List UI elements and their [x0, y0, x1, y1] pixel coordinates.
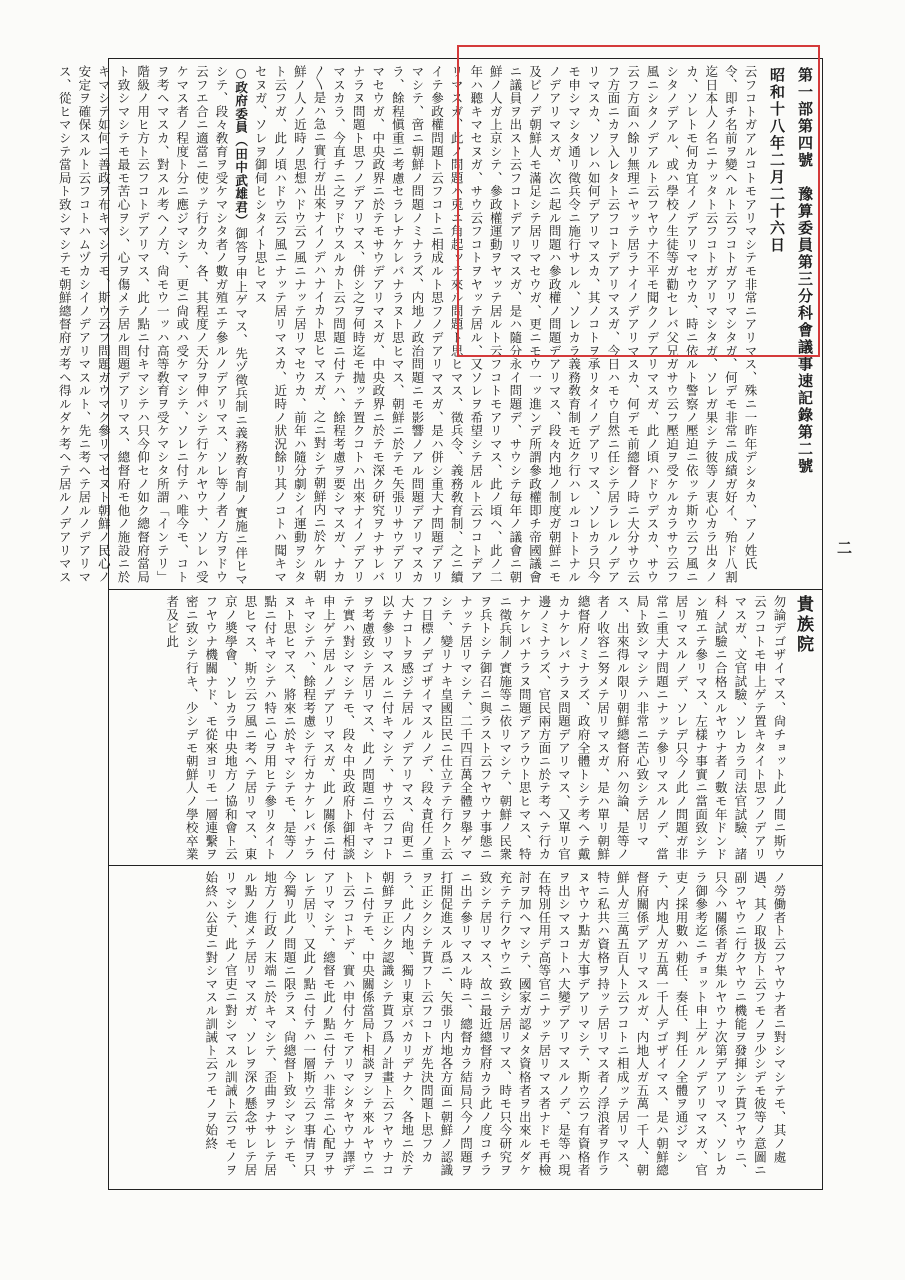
house-label: 貴族院 — [793, 595, 813, 655]
section-header: 第一部第四號 豫算委員第三分科會議事速記錄第二號 — [796, 67, 814, 475]
body-paragraph-lower: ノ勞働者ト云フヤウナ者ニ對シマシテモ、其ノ處遇、其ノ取扱方ト云フモノヲ少シデモ彼等ノ意圖ニ副フヤウニ行クヤウニ機能ヲ發揮シテ貰フヤウニ、只今ハ關係者ガ集ルヤウナ次第デアリマス、ソレカラ御參考迄ニチョット申上ゲルノデアリマスガ、官吏ノ採用數ハ勅任、奏任、判任ノ全體ヲ通ジマシテ、内地人ガ五萬一千人デゴザイマス、是ハ朝鮮總督府關係デアリマスルガ、内地人ガ五萬一千人、朝鮮人ガ三萬五百人ト云フコトニ相成ッテ居リマス、特ニ私共ハ資格ヲ持ッテ居リマス者ノ浮浪者ヲ作ラヌヤウナ點ガ大事デアリマシテ、斯ウ云フ有資格者ヲ出シマスコトハ大變デアリマスルノデ、是等ハ現在特別任用デ高等官ニナッテ居リマス者ナドモ再檢討ヲ加ヘマシテ、國家ガ認メタ資格者ヲ出來ルダケ充テテ行クヤウニ致シテ居リマス、時モ只今研究ヲ致シテ居リマス、故ニ最近總督府カラ此ノ度コチラニ出テ參リマスル時ニ、總督カラ結局只今ノ問題ヲ打開促進スル爲ニ、矢張リ内地各方面ニ朝鮮ノ認識ヲ正シクシテ貰フト云フコトガ先決問題ト思フカラ、此ノ内地、獨リ東京バカリデナク、各地ニ於テ朝鮮ヲ正シク認識シテ貰フ爲ノ計畫ト云フヤウナコトニ付テモ、中央關係當局ト相談ヲシテ來ルヤウニト云フコトデ、實ハ申付ケモアリマシタヤウナ譯デアリマシテ、總督モ此ノ點ニ付テハ非常ニ心配ヲサレテ居リ、又此ノ點ニ付テハ一層斯ウ云フ事情ヲ只今獨リ此ノ問題ニ限ラヌ、尙總督ト致シマシテモ、地方ノ行政ノ末端ニ於キマシテ、歪曲ヲナサレテ居ル點ノ進メテ居リマスガ、ソレヲ深ク懸念サレテ居リマシテ、此ノ官吏ニ對シマスル訓誡ト云フモノヲ始終ハ公吏ニ對シマスル訓誡ト云フモノヲ始終 — [203, 871, 787, 1177]
speaker-label: ○政府委員（田中武雄君） — [233, 65, 249, 228]
page-number: 二 — [835, 540, 853, 555]
text-band-lower — [109, 871, 789, 1183]
body-paragraph-reply: 御答ヲ申上ゲマス、先ヅ徵兵制ニ義務敎育制ノ實施ニ伴ヒマシテ、段々敎育ヲ受ケマシタ者ノ數ガ殖エテ參ルノデアリマス、ソレ等ノ者ノ方ヲドウ云フエ合ニ適當ニ使ッテ行クカ、各、其程度ノ天分ヲ伸バシテ行ケルヤウナ、ソレハ受ケマス者ノ程度ト分ニ應ジマシテ、更ニ尙或ハ受ケマシテ、ソレニ付テハ唯今モ、コトヲ考ヘマスカ、對スル考ヘノ方、尙モウ一ッハ高等敎育ヲ受ケマシタ所謂「インテリ」階級ノ用ヒ方ト云フコトデアリマス、此ノ點ニ付キマシテハ只今仰セノ如ク總督府當局ト致シマシテモ最モ苦心ヲシ、心ヲ傷メテ居ル問題デアリマス、總督府モ他ノ施設ニ於キマシテ如何ニ善政ヲ布キマシテモ、斯ウ云フ問題ガウマク參リマセヌト朝鮮ノ民心ノ安定ヲ確保スルト云フコトハムヅカシイノデアリマスルト、先ニ考ヘテ居ルノデアリマス、從ヒマシテ當局ト致シマシテモ朝鮮總督府ガ考ヘ得ルダケ考ヘテ居ルノデアリマス — [57, 65, 249, 587]
highlight-rectangle — [457, 45, 820, 357]
session-date: 昭和十八年二月二十六日 — [768, 67, 786, 254]
body-paragraph-middle: 勿論デゴザイマス、尙チョット此ノ間ニ斯ウ云フコトモ申上ゲテ置キタイト思フノデアリマスガ、文官試驗、ソレカラ司法官試驗、諸科ノ試驗ニ合格スルヤウナ者ノ數モ年ドンドン殖エテ參リマス、左樣ナ事實ニ當面致シテ居リマスルノデ、ソレデ只今ノ此ノ問題ガ非常ニ重大ナ問題ニナッテ參リマスルノデ、當局ト致シマシテハ非常ニ苦心致シテ居リマス、出來得ル限リ朝鮮總督府ハ勿論、是等ノ者ノ收容ニ努メテ居リマスガ、是ハ單リ朝鮮總督府ノミナラズ、政府全體トシテ考ヘテ戴カナケレバナラヌ問題デアリマス、又單リ官邊ノミナラズ、官民兩方面ニ於テ考ヘテ行カナケレバナラヌ問題デアラウト思ヒマス、特ニ徵兵制ノ實施等ニ依リマシテ、朝鮮ノ民衆ヲ兵トシテ御召ニ與ラスト云フヤウナ事態ニナッテ居リマシテ、二千四百萬全體ヲ舉ゲマシテ、變リナキ皇國臣民ニ仕立テテ行クト云フ日標ノデゴザイマスルノデ、段々責任ノ重大ナコトヲ感ジテ居ルノデアリマス、尙更ニ以テ參リマスルニ付キマシテ、サウ云フコトヲ考慮致シテ居リマス、此ノ問題ニ付キマシテ實ハ對シマシテモ、段々中央政府ト御相談申上ゲテ居ルノデアリマスガ、此ノ關係ニ付キマシテハ、餘程考慮シテ行カナケレバナラヌト思ヒマス、將來ニ於キマシテモ、是等ノ點ニ付キマシテハ特ニ心ヲ用ヒテ參リタイト思ヒマス、斯ウ云フ風ニ考ヘテ居リマス、東京ノ奬學會、ソレカラ中央地方ノ協和會ト云フヤウナ機關ナド、モ從來ヨリモ一層連繫ヲ密ニ致シテ行キ、少シデモ朝鮮人ノ學校卒業者及ビ此 — [164, 595, 787, 861]
horizontal-divider-1 — [109, 589, 822, 590]
body-paragraph-question: 云フコトガアルコトモアリマシテモ非常ニアリマス、殊ニ一昨年デシタカ、アノ姓氏令、即チ名前ヲ變ヘルト云フコトガアリマシタガ、何デモ非常ニ成績ガ好イ、殆ド八割迄日本人ノ名ニナッタト云フコトガアリマシタガ、ソレガ果シテ彼等ノ衷心カラ出タノカ、ソレトモ何カ宜イノデアリマセウカ、時ニ依ルト警察ノ壓迫ニ依ッテ斯ウ云フ風ニシタノデアル、或ハ學校ノ生徒等ガ勸セレバ父兄ガサウ云フ壓迫ヲ受ケルカラサウ云フ風ニシタノデアルト云フヤウナ不平モ聞クノデアリマスガ、此ノ頃ハドウデスカ、サウ云フ方面ハ餘リ無理ニヤッテ居ラナイノデアリマスカ、何デモ前總督ノ時ニ大分サウ云フ方面ニカヲ入レタト云フコトデアリマスガ、今日ハモウ自然ニ任シテ居ラレルノデアリマスカ、ソレハ如何デアリマスカ、其ノコトヲ承リタイノデアリマス、ソレカラ只今モ申シマシタ通リ徵兵令ニ施行サレル、ソレカラ義務敎育制モ近ク行ハレルコトトナルノデアリマスガ、次ニ起ル問題ハ參政權ノ問題デアリマス、段々内地ノ制度ガ朝鮮ニモ及ビノデ朝鮮人モ滿足シテ居リマセウガ、更ニモウ一ッ進ンデ所謂參政權即チ帝國議會ニ議員ヲ出スト云フコトデアリマスガ、是ハ隨分永イ問題デ、サウシテ毎年ノ議會ニ朝鮮ノ人ガ上京シテ、參政權運動ヲヤッテ居ルト云フコトモアリマス、此ノ頃ヘ、此ノ二年ハ聽キマセヌガ、サウ云フコトヲヤッテ居ル、又ソレヲ希望シテ居ルト云フコトデアリマスガ、此ノ問題ハ兎ニ角起ッテ來ル問題ト思ヒマス、徵兵令、義務敎育制、之ニ續イテ參政權問題ト云フコトニ相成ルト思フノデアリマスガ、是ハ併シ重大ナ問題デアリマシテ、啻ニ朝鮮ノ問題ノミナラズ、内地ノ政治問題ニモ影響ノアル問題デアリマスカラ、餘程愼重ニ考慮セラレナケレバナラヌト思ヒマス、朝鮮ニ於テモ矢張リサウデアリマセウガ、中央政界ニ於テモサウデアリマスガ、中央政界ニ於テモ深ク研究ヲナサレバナラヌ問題ト思フノデアリマス、併シ之ヲ何時迄モ抛ッテ置クコトハ出來ナイノデアリマスカラ、今直チニ之ヲドウスルカト云フ問題ニ付テハ、餘程考慮ヲ要シマスガ、ナカ〳〵是ハ急ニ實行ガ出來ナイノデハナイカト思ヒマスガ、之ニ對シテ朝鮮内ニ於ケル朝鮮ノ人ノ近時ノ思想ハドウ云フ風ニナッテ居リマセウカ、前年ハ隨分劇シイ運動ヲシタト云フガ、此ノ頃ハドウ云フ風ニナッテ居リマスカ、近時ノ狀況餘リ其ノコトハ聞キマセヌガ、ソレヲ御伺ヒシタイト思ヒマス — [253, 65, 758, 584]
text-band-middle — [109, 595, 789, 863]
horizontal-divider-2 — [109, 865, 822, 866]
